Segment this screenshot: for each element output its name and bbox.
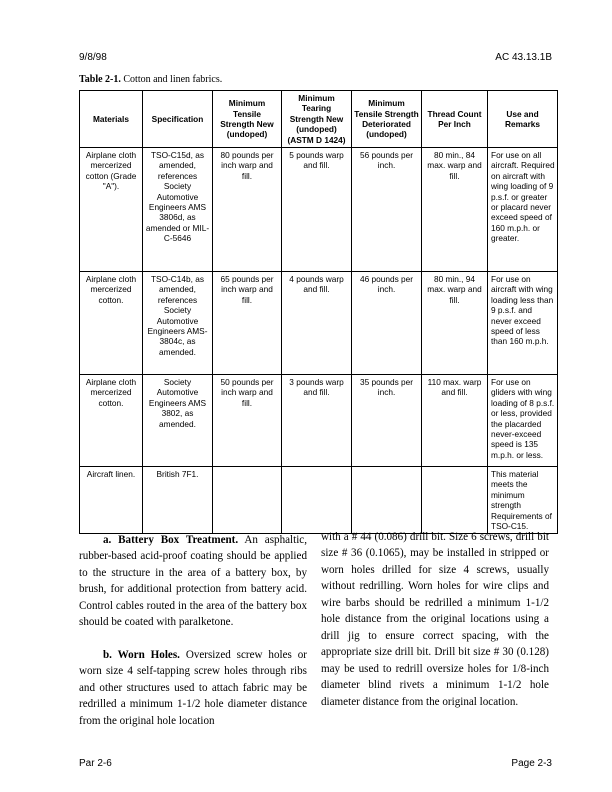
col-header-tensile-new: Minimum Tensile Strength New (undoped) [213, 91, 282, 148]
paragraph-b-continued: with a # 44 (0.086) drill bit. Size 6 screws, drill bit size # 36 (0.1065), may be installed in stripped or worn holes drilled for size 4 screws, usually without redrilling. Worn holes for wire clips and wire barbs should be redrilled a minimum 1-1/2 hole distance from the original locations using a drill jig to ensure correct spacing, with the appropriate size drill bit. Drill bit size # 30 (0.128) may be used to redrill oversize holes for 1/8-inch diameter blind rivets a minimum 1-1/2 hole diameter distance from the original location. [321, 531, 549, 708]
cell-remarks: For use on aircraft with wing loading less than 9 p.s.f. and never exceed speed of less than 160 m.p.h. [488, 272, 558, 375]
paragraph-battery-box [79, 532, 307, 631]
cell-tensile-deteriorated: 46 pounds per inch. [352, 272, 422, 375]
table-caption-label: Table 2-1. [79, 74, 121, 85]
cell-tensile-deteriorated: 56 pounds per inch. [352, 148, 422, 272]
col-header-materials: Materials [80, 91, 143, 148]
cell-tensile-new: 65 pounds per inch warp and fill. [213, 272, 282, 375]
header-doc-id: AC 43.13.1B [495, 52, 552, 63]
header-date: 9/8/98 [79, 52, 107, 63]
cell-thread-count [422, 467, 488, 534]
cell-tearing-new [282, 467, 352, 534]
cell-tearing-new: 3 pounds warp and fill. [282, 375, 352, 467]
table-header-row [80, 91, 558, 148]
cell-remarks: For use on gliders with wing loading of 8 p.s.f. or less, provided the placarded never-exceed speed is 135 m.p.h. or less. [488, 375, 558, 467]
text-column-left [79, 532, 307, 729]
paragraph-a-text: An asphaltic, rubber-based acid-proof coating should be applied to the structure in the area of a battery box, by brush, for additional protection from battery acid. Control cables routed in the area of the battery box should be coated with paralketone. [79, 534, 307, 629]
col-header-specification: Specification [143, 91, 213, 148]
col-header-tearing-new: Minimum Tearing Strength New (undoped) (ASTM D 1424) [282, 91, 352, 148]
table-caption-title: Cotton and linen fabrics. [123, 74, 223, 85]
table-row [80, 148, 558, 272]
cell-material: Airplane cloth mercerized cotton. [80, 375, 143, 467]
cell-tearing-new: 5 pounds warp and fill. [282, 148, 352, 272]
cell-material: Airplane cloth mercerized cotton. [80, 272, 143, 375]
cell-material: Aircraft linen. [80, 467, 143, 534]
cell-remarks: This material meets the minimum strength Requirements of TSO-C15. [488, 467, 558, 534]
cell-tensile-new: 50 pounds per inch warp and fill. [213, 375, 282, 467]
table-caption [79, 74, 222, 85]
footer-paragraph-ref: Par 2-6 [79, 758, 112, 769]
cell-remarks: For use on all aircraft. Required on aircraft with wing loading of 9 p.s.f. or greater or placard never exceed speed of 160 m.p.h. or greater. [488, 148, 558, 272]
cell-tearing-new: 4 pounds warp and fill. [282, 272, 352, 375]
table-row [80, 272, 558, 375]
paragraph-b-heading: b. Worn Holes. [103, 648, 180, 661]
cell-spec: TSO-C14b, as amended, references Society Automotive Engineers AMS-3804c, as amended. [143, 272, 213, 375]
table-row [80, 467, 558, 534]
col-header-thread-count: Thread Count Per Inch [422, 91, 488, 148]
cell-tensile-deteriorated [352, 467, 422, 534]
cell-thread-count: 110 max. warp and fill. [422, 375, 488, 467]
cell-spec: British 7F1. [143, 467, 213, 534]
cell-material: Airplane cloth mercerized cotton (Grade "A"). [80, 148, 143, 272]
fabrics-table [79, 90, 558, 534]
cell-thread-count: 80 min., 94 max. warp and fill. [422, 272, 488, 375]
col-header-remarks: Use and Remarks [488, 91, 558, 148]
paragraph-worn-holes [79, 647, 307, 729]
paragraph-b-text: Oversized screw holes or worn size 4 self-tapping screw holes through ribs and other structures used to attach fabric may be redrilled a minimum 1-1/2 hole diameter distance from the original hole location [79, 648, 307, 727]
paragraph-a-heading: a. Battery Box Treatment. [103, 534, 239, 546]
table-row [80, 375, 558, 467]
col-header-tensile-deteriorated: Minimum Tensile Strength Deteriorated (undoped) [352, 91, 422, 148]
text-column-right [321, 529, 549, 710]
footer-page-number: Page 2-3 [511, 758, 552, 769]
cell-spec: Society Automotive Engineers AMS 3802, as amended. [143, 375, 213, 467]
cell-tensile-new [213, 467, 282, 534]
cell-spec: TSO-C15d, as amended, references Society Automotive Engineers AMS 3806d, as amended or MIL-C-5646 [143, 148, 213, 272]
cell-tensile-new: 80 pounds per inch warp and fill. [213, 148, 282, 272]
cell-tensile-deteriorated: 35 pounds per inch. [352, 375, 422, 467]
cell-thread-count: 80 min., 84 max. warp and fill. [422, 148, 488, 272]
